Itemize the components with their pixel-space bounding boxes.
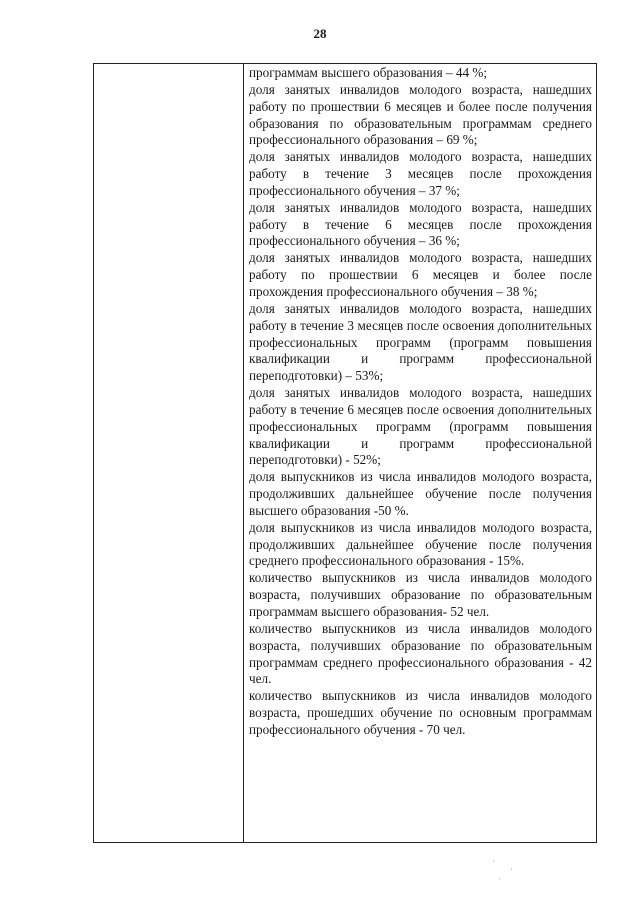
indicator-paragraph: количество выпускников из числа инвалидов молодого возраста, получивших образование по образовательным программам высшего образования- 52 чел. [249, 570, 592, 619]
column-divider [243, 64, 244, 842]
indicator-paragraph: доля занятых инвалидов молодого возраста, нашедших работу по прошествии 6 месяцев и более после прохождения профессионального обучения – 38 %; [249, 250, 592, 299]
indicators-table [93, 63, 597, 843]
scan-speck: · [492, 856, 495, 866]
indicator-paragraph: доля занятых инвалидов молодого возраста, нашедших работу в течение 3 месяцев после прохождения профессионального обучения – 37 %; [249, 149, 592, 198]
indicator-paragraph: доля занятых инвалидов молодого возраста, нашедших работу в течение 3 месяцев после освоения дополнительных профессиональных программ (программ повышения квалификации и программ профессиональной переподготовки) – 53%; [249, 300, 592, 384]
indicator-paragraph: программам высшего образования – 44 %; [249, 65, 487, 80]
indicator-paragraph: доля занятых инвалидов молодого возраста, нашедших работу в течение 6 месяцев после освоения дополнительных профессиональных программ (программ повышения квалификации и программ профессиональной переподготовки) - 52%; [249, 385, 592, 468]
indicator-paragraph: количество выпускников из числа инвалидов молодого возраста, прошедших обучение по основным программам профессионального обучения - 70 чел. [249, 688, 592, 737]
indicator-paragraph: доля занятых инвалидов молодого возраста, нашедших работу по прошествии 6 месяцев и более после получения образования по образовательным программам среднего профессионального образования – 69 %; [249, 81, 592, 148]
indicator-paragraph: доля занятых инвалидов молодого возраста, нашедших работу в течение 6 месяцев после прохождения профессионального обучения – 36 %; [249, 199, 592, 249]
indicator-paragraph: количество выпускников из числа инвалидов молодого возраста, получивших образование по образовательным программам среднего профессионального образования - 42 чел. [249, 620, 592, 687]
scan-speck: · [498, 874, 501, 884]
scan-speck: · [510, 864, 513, 874]
indicators-cell [249, 65, 592, 739]
page-number: 28 [313, 26, 327, 41]
indicator-paragraph: доля выпускников из числа инвалидов молодого возраста, продолживших дальнейшее обучение после получения высшего образования -50 %. [249, 469, 592, 518]
indicator-paragraph: доля выпускников из числа инвалидов молодого возраста, продолживших дальнейшее обучение после получения среднего профессионального образования - 15%. [249, 519, 592, 569]
